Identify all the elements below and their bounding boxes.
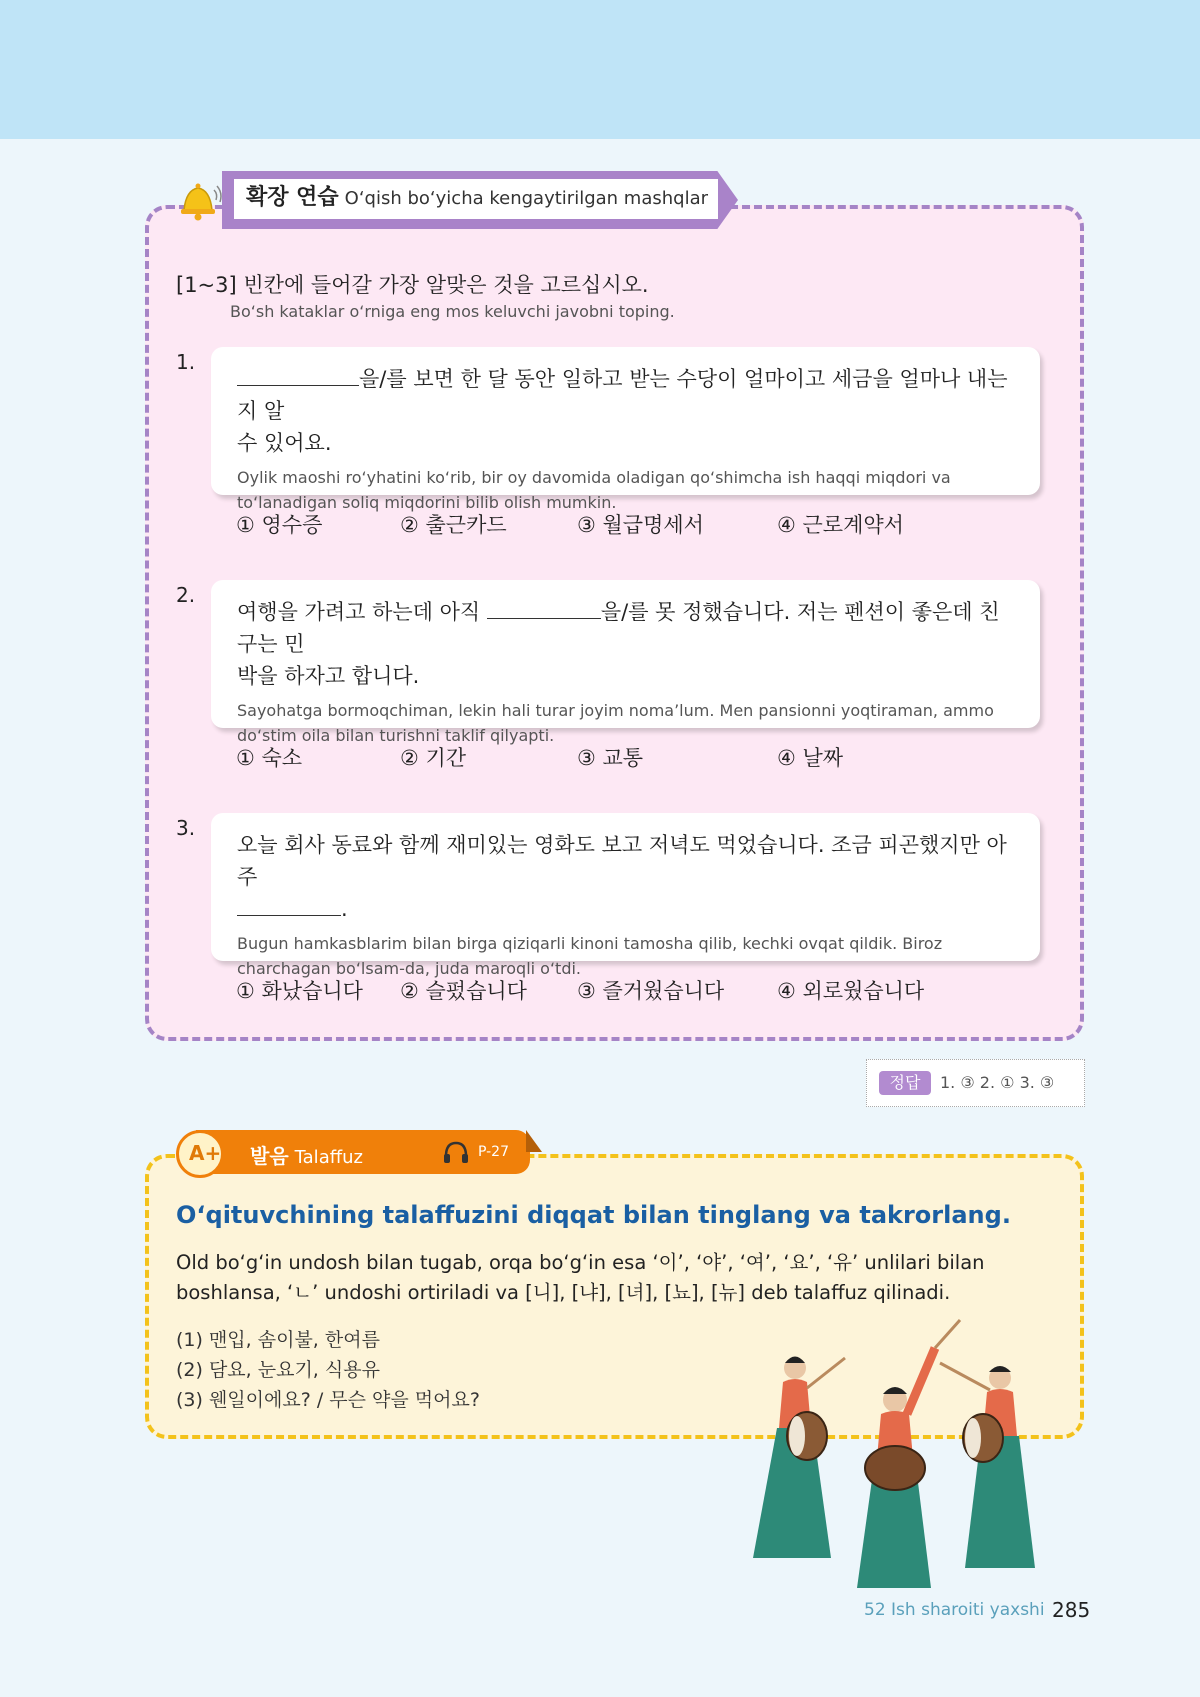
question-text-ko-line2: . — [237, 893, 1015, 925]
answer-blank — [237, 895, 341, 916]
instruction-ko: [1~3] 빈칸에 들어갈 가장 알맞은 것을 고르십시오. — [176, 273, 649, 297]
answer-key — [866, 1059, 1085, 1107]
pronunciation-description: Old bo‘g‘in undosh bilan tugab, orqa bo‘g‘in esa ‘이’, ‘야’, ‘여’, ‘요’, ‘유’ unlilari bilan boshlansa, ‘ㄴ’ undoshi ortiriladi va [니], [냐], [녀], [뇨], [뉴] deb talaffuz qilinadi. — [176, 1251, 985, 1304]
answer-text: 1. ③ 2. ① 3. ③ — [940, 1073, 1055, 1092]
a-plus-icon: A+ — [176, 1130, 224, 1178]
pronunciation-item: (3) 웬일이에요? / 무슨 약을 먹어요? — [176, 1389, 480, 1411]
option-4[interactable]: ④ 날짜 — [777, 746, 844, 770]
option-1[interactable]: ① 영수증 — [236, 513, 323, 537]
question-card — [211, 813, 1040, 978]
audio-track-label: P-27 — [478, 1144, 510, 1160]
section-title-ko: 확장 연습 — [246, 185, 339, 210]
answer-label: 정답 — [879, 1071, 931, 1095]
option-1[interactable]: ① 숙소 — [236, 746, 303, 770]
option-1[interactable]: ① 화났습니다 — [236, 979, 363, 1003]
question-text-uz: Sayohatga bormoqchiman, lekin hali turar joyim noma’lum. Men pansionni yoqtiraman, ammo do‘stim oila bilan turishni taklif qilyapti. — [237, 701, 994, 745]
dancer-middle — [857, 1320, 960, 1588]
top-band — [0, 0, 1200, 139]
question-number: 3. — [176, 816, 196, 840]
headset-icon[interactable] — [442, 1140, 470, 1164]
answer-blank — [487, 598, 601, 619]
option-2[interactable]: ② 기간 — [400, 746, 467, 770]
page-number: 285 — [1052, 1598, 1091, 1622]
answer-blank — [237, 365, 359, 386]
bell-icon — [176, 178, 222, 224]
option-4[interactable]: ④ 외로웠습니다 — [777, 979, 925, 1003]
pronunciation-heading: O‘qituvchining talaffuzini diqqat bilan tinglang va takrorlang. — [176, 1201, 1011, 1229]
option-2[interactable]: ② 슬펐습니다 — [400, 979, 527, 1003]
option-3[interactable]: ③ 교통 — [577, 746, 644, 770]
section-title-uz: O‘qish bo‘yicha kengaytirilgan mashqlar — [344, 188, 708, 209]
question-text-uz: Oylik maoshi ro‘yhatini ko‘rib, bir oy davomida oladigan qo‘shimcha ish haqqi miqdori va to‘lanadigan soliq miqdorini bilib olish mumkin. — [237, 468, 951, 512]
footer-lesson-title: 52 Ish sharoiti yaxshi — [864, 1600, 1045, 1620]
section-tab — [222, 171, 738, 229]
question-text-ko: 여행을 가려고 하는데 아직 을/를 못 정했습니다. 저는 펜션이 좋은데 친구는 민 — [237, 600, 1000, 656]
question-text-ko-line2: 박을 하자고 합니다. — [237, 664, 420, 688]
dancer-right — [940, 1363, 1035, 1568]
option-3[interactable]: ③ 즐거웠습니다 — [577, 979, 725, 1003]
question-text-ko: 을/를 보면 한 달 동안 일하고 받는 수당이 얼마이고 세금을 얼마나 내는지 알 — [237, 367, 1008, 423]
question-card — [211, 347, 1040, 512]
pronunciation-item: (2) 담요, 눈요기, 식용유 — [176, 1359, 380, 1381]
question-text-ko: 오늘 회사 동료와 함께 재미있는 영화도 보고 저녁도 먹었습니다. 조금 피곤했지만 아주 — [237, 833, 1007, 889]
option-2[interactable]: ② 출근카드 — [400, 513, 507, 537]
drum-dancers-illustration — [735, 1318, 1065, 1598]
instruction-uz: Bo‘sh kataklar o‘rniga eng mos keluvchi javobni toping. — [230, 302, 675, 321]
pronunciation-title: 발음 Talaffuz — [250, 1144, 363, 1168]
option-4[interactable]: ④ 근로계약서 — [777, 513, 904, 537]
question-text-ko-line2: 수 있어요. — [237, 431, 332, 455]
question-card — [211, 580, 1040, 745]
option-3[interactable]: ③ 월급명세서 — [577, 513, 704, 537]
dancer-left — [753, 1357, 845, 1559]
question-text-uz: Bugun hamkasblarim bilan birga qiziqarli kinoni tamosha qilib, kechki ovqat qildik. Biroz charchagan bo‘lsam-da, juda maroqli o‘tdi. — [237, 934, 943, 978]
pronunciation-item: (1) 맨입, 솜이불, 한여름 — [176, 1329, 380, 1351]
question-number: 1. — [176, 350, 196, 374]
question-number: 2. — [176, 583, 196, 607]
